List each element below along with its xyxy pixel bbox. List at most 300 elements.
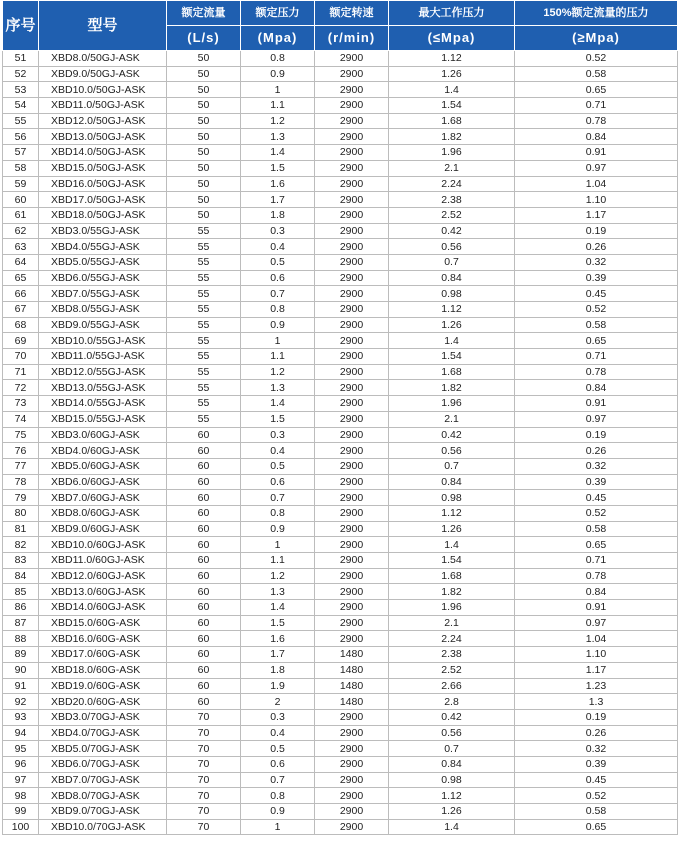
cell-flow: 55 <box>167 411 241 427</box>
cell-pressure: 0.3 <box>241 427 315 443</box>
cell-pressure: 0.7 <box>241 286 315 302</box>
cell-model: XBD4.0/55GJ-ASK <box>39 239 167 255</box>
cell-flow: 55 <box>167 396 241 412</box>
cell-flow: 60 <box>167 537 241 553</box>
cell-speed: 2900 <box>315 176 389 192</box>
cell-max-pressure: 1.82 <box>389 380 515 396</box>
cell-max-pressure: 0.42 <box>389 223 515 239</box>
cell-pressure: 0.4 <box>241 239 315 255</box>
cell-p150: 0.91 <box>515 145 678 161</box>
cell-speed: 2900 <box>315 427 389 443</box>
cell-flow: 55 <box>167 317 241 333</box>
cell-max-pressure: 0.7 <box>389 741 515 757</box>
table-row <box>3 600 678 616</box>
table-row <box>3 631 678 647</box>
cell-flow: 55 <box>167 333 241 349</box>
cell-p150: 0.65 <box>515 82 678 98</box>
cell-seq: 89 <box>3 647 39 663</box>
cell-max-pressure: 1.12 <box>389 505 515 521</box>
cell-model: XBD14.0/60GJ-ASK <box>39 600 167 616</box>
cell-pressure: 1.5 <box>241 615 315 631</box>
cell-pressure: 1.6 <box>241 176 315 192</box>
cell-pressure: 0.9 <box>241 521 315 537</box>
cell-max-pressure: 2.1 <box>389 615 515 631</box>
cell-pressure: 0.9 <box>241 317 315 333</box>
cell-flow: 50 <box>167 207 241 223</box>
cell-max-pressure: 0.56 <box>389 725 515 741</box>
cell-seq: 95 <box>3 741 39 757</box>
cell-flow: 70 <box>167 804 241 820</box>
cell-pressure: 1.1 <box>241 98 315 114</box>
table-row <box>3 66 678 82</box>
table-row <box>3 458 678 474</box>
cell-speed: 2900 <box>315 66 389 82</box>
cell-pressure: 1 <box>241 537 315 553</box>
cell-model: XBD18.0/60G-ASK <box>39 662 167 678</box>
table-row <box>3 302 678 318</box>
cell-pressure: 2 <box>241 694 315 710</box>
cell-p150: 0.71 <box>515 98 678 114</box>
cell-max-pressure: 1.26 <box>389 317 515 333</box>
cell-speed: 2900 <box>315 490 389 506</box>
cell-pressure: 1.9 <box>241 678 315 694</box>
cell-p150: 0.84 <box>515 380 678 396</box>
cell-max-pressure: 1.96 <box>389 145 515 161</box>
cell-p150: 0.78 <box>515 364 678 380</box>
table-row <box>3 819 678 835</box>
cell-flow: 55 <box>167 286 241 302</box>
cell-pressure: 1.4 <box>241 600 315 616</box>
cell-speed: 2900 <box>315 113 389 129</box>
cell-flow: 60 <box>167 568 241 584</box>
cell-seq: 80 <box>3 505 39 521</box>
cell-seq: 79 <box>3 490 39 506</box>
cell-speed: 2900 <box>315 474 389 490</box>
cell-max-pressure: 0.98 <box>389 772 515 788</box>
cell-seq: 58 <box>3 160 39 176</box>
cell-max-pressure: 0.84 <box>389 474 515 490</box>
cell-flow: 60 <box>167 600 241 616</box>
cell-pressure: 0.8 <box>241 788 315 804</box>
cell-seq: 51 <box>3 51 39 67</box>
cell-seq: 70 <box>3 349 39 365</box>
cell-p150: 0.26 <box>515 443 678 459</box>
cell-p150: 1.17 <box>515 207 678 223</box>
table-row <box>3 82 678 98</box>
cell-speed: 2900 <box>315 129 389 145</box>
cell-seq: 73 <box>3 396 39 412</box>
cell-max-pressure: 0.7 <box>389 458 515 474</box>
table-row <box>3 662 678 678</box>
cell-model: XBD9.0/60GJ-ASK <box>39 521 167 537</box>
cell-max-pressure: 0.42 <box>389 427 515 443</box>
header-max-pressure-unit: (≤Mpa) <box>389 26 515 51</box>
cell-seq: 55 <box>3 113 39 129</box>
cell-p150: 0.39 <box>515 270 678 286</box>
header-model: 型号 <box>39 1 167 51</box>
cell-p150: 0.39 <box>515 474 678 490</box>
table-row <box>3 584 678 600</box>
cell-speed: 2900 <box>315 223 389 239</box>
cell-p150: 0.97 <box>515 160 678 176</box>
cell-model: XBD10.0/60GJ-ASK <box>39 537 167 553</box>
cell-pressure: 1.5 <box>241 160 315 176</box>
cell-model: XBD8.0/55GJ-ASK <box>39 302 167 318</box>
cell-seq: 74 <box>3 411 39 427</box>
table-row <box>3 160 678 176</box>
cell-seq: 82 <box>3 537 39 553</box>
cell-model: XBD17.0/50GJ-ASK <box>39 192 167 208</box>
table-row <box>3 129 678 145</box>
cell-max-pressure: 1.26 <box>389 521 515 537</box>
cell-flow: 50 <box>167 192 241 208</box>
cell-pressure: 0.6 <box>241 756 315 772</box>
cell-p150: 0.58 <box>515 521 678 537</box>
cell-p150: 0.26 <box>515 725 678 741</box>
table-row <box>3 333 678 349</box>
cell-seq: 90 <box>3 662 39 678</box>
cell-pressure: 0.3 <box>241 709 315 725</box>
cell-pressure: 1.4 <box>241 396 315 412</box>
cell-speed: 2900 <box>315 411 389 427</box>
cell-max-pressure: 2.1 <box>389 411 515 427</box>
cell-speed: 2900 <box>315 82 389 98</box>
cell-p150: 0.19 <box>515 709 678 725</box>
cell-model: XBD10.0/70GJ-ASK <box>39 819 167 835</box>
cell-flow: 50 <box>167 145 241 161</box>
cell-flow: 60 <box>167 584 241 600</box>
cell-max-pressure: 0.98 <box>389 286 515 302</box>
cell-model: XBD7.0/55GJ-ASK <box>39 286 167 302</box>
cell-pressure: 0.7 <box>241 772 315 788</box>
cell-max-pressure: 1.68 <box>389 364 515 380</box>
cell-p150: 0.71 <box>515 349 678 365</box>
cell-seq: 81 <box>3 521 39 537</box>
cell-model: XBD3.0/70GJ-ASK <box>39 709 167 725</box>
table-row <box>3 286 678 302</box>
cell-pressure: 1.8 <box>241 662 315 678</box>
cell-p150: 0.65 <box>515 819 678 835</box>
cell-max-pressure: 1.54 <box>389 553 515 569</box>
cell-pressure: 1.2 <box>241 364 315 380</box>
cell-flow: 50 <box>167 66 241 82</box>
cell-max-pressure: 1.12 <box>389 788 515 804</box>
cell-pressure: 0.6 <box>241 270 315 286</box>
cell-seq: 67 <box>3 302 39 318</box>
cell-flow: 70 <box>167 772 241 788</box>
cell-seq: 93 <box>3 709 39 725</box>
cell-flow: 55 <box>167 223 241 239</box>
cell-flow: 50 <box>167 98 241 114</box>
cell-seq: 61 <box>3 207 39 223</box>
cell-max-pressure: 1.96 <box>389 396 515 412</box>
cell-pressure: 1.8 <box>241 207 315 223</box>
cell-pressure: 0.4 <box>241 443 315 459</box>
cell-model: XBD4.0/70GJ-ASK <box>39 725 167 741</box>
table-row <box>3 505 678 521</box>
cell-max-pressure: 0.84 <box>389 756 515 772</box>
cell-seq: 65 <box>3 270 39 286</box>
cell-speed: 2900 <box>315 396 389 412</box>
header-flow-unit: (L/s) <box>167 26 241 51</box>
table-row <box>3 443 678 459</box>
pump-spec-table <box>2 0 678 835</box>
cell-speed: 2900 <box>315 349 389 365</box>
cell-speed: 2900 <box>315 98 389 114</box>
table-row <box>3 568 678 584</box>
cell-model: XBD17.0/60G-ASK <box>39 647 167 663</box>
cell-speed: 2900 <box>315 615 389 631</box>
cell-seq: 53 <box>3 82 39 98</box>
cell-p150: 0.58 <box>515 317 678 333</box>
cell-flow: 60 <box>167 427 241 443</box>
cell-speed: 2900 <box>315 505 389 521</box>
header-row-titles <box>3 1 678 26</box>
cell-flow: 50 <box>167 160 241 176</box>
cell-max-pressure: 2.66 <box>389 678 515 694</box>
header-speed: 额定转速 <box>315 1 389 26</box>
cell-flow: 60 <box>167 615 241 631</box>
cell-model: XBD10.0/50GJ-ASK <box>39 82 167 98</box>
cell-max-pressure: 1.54 <box>389 349 515 365</box>
cell-seq: 98 <box>3 788 39 804</box>
cell-speed: 2900 <box>315 553 389 569</box>
header-pressure-unit: (Mpa) <box>241 26 315 51</box>
cell-speed: 2900 <box>315 192 389 208</box>
cell-model: XBD9.0/55GJ-ASK <box>39 317 167 333</box>
cell-p150: 0.91 <box>515 396 678 412</box>
cell-seq: 76 <box>3 443 39 459</box>
cell-flow: 50 <box>167 51 241 67</box>
cell-pressure: 0.6 <box>241 474 315 490</box>
cell-flow: 55 <box>167 239 241 255</box>
header-flow: 额定流量 <box>167 1 241 26</box>
table-row <box>3 176 678 192</box>
cell-speed: 2900 <box>315 145 389 161</box>
cell-p150: 0.58 <box>515 804 678 820</box>
cell-flow: 70 <box>167 741 241 757</box>
cell-model: XBD16.0/60G-ASK <box>39 631 167 647</box>
table-row <box>3 694 678 710</box>
cell-flow: 60 <box>167 647 241 663</box>
cell-max-pressure: 1.26 <box>389 804 515 820</box>
cell-p150: 0.65 <box>515 537 678 553</box>
cell-speed: 2900 <box>315 239 389 255</box>
cell-flow: 55 <box>167 254 241 270</box>
cell-p150: 1.10 <box>515 192 678 208</box>
cell-seq: 52 <box>3 66 39 82</box>
table-row <box>3 411 678 427</box>
cell-seq: 88 <box>3 631 39 647</box>
cell-flow: 70 <box>167 709 241 725</box>
cell-model: XBD11.0/55GJ-ASK <box>39 349 167 365</box>
cell-pressure: 0.7 <box>241 490 315 506</box>
cell-pressure: 1.4 <box>241 145 315 161</box>
cell-model: XBD8.0/50GJ-ASK <box>39 51 167 67</box>
cell-seq: 71 <box>3 364 39 380</box>
cell-max-pressure: 0.98 <box>389 490 515 506</box>
cell-speed: 2900 <box>315 600 389 616</box>
cell-seq: 54 <box>3 98 39 114</box>
cell-speed: 2900 <box>315 772 389 788</box>
cell-seq: 85 <box>3 584 39 600</box>
cell-seq: 96 <box>3 756 39 772</box>
table-row <box>3 223 678 239</box>
cell-speed: 2900 <box>315 537 389 553</box>
cell-speed: 2900 <box>315 286 389 302</box>
cell-p150: 0.78 <box>515 568 678 584</box>
cell-flow: 60 <box>167 678 241 694</box>
cell-model: XBD14.0/50GJ-ASK <box>39 145 167 161</box>
cell-max-pressure: 1.54 <box>389 98 515 114</box>
cell-pressure: 1 <box>241 82 315 98</box>
cell-flow: 50 <box>167 176 241 192</box>
cell-max-pressure: 1.4 <box>389 537 515 553</box>
cell-flow: 60 <box>167 694 241 710</box>
cell-speed: 2900 <box>315 302 389 318</box>
cell-model: XBD5.0/55GJ-ASK <box>39 254 167 270</box>
cell-max-pressure: 0.56 <box>389 443 515 459</box>
cell-seq: 64 <box>3 254 39 270</box>
cell-model: XBD6.0/55GJ-ASK <box>39 270 167 286</box>
cell-seq: 56 <box>3 129 39 145</box>
cell-pressure: 0.5 <box>241 741 315 757</box>
cell-model: XBD15.0/55GJ-ASK <box>39 411 167 427</box>
cell-p150: 0.32 <box>515 254 678 270</box>
cell-p150: 0.97 <box>515 411 678 427</box>
cell-flow: 60 <box>167 474 241 490</box>
cell-speed: 2900 <box>315 254 389 270</box>
cell-p150: 0.71 <box>515 553 678 569</box>
table-row <box>3 678 678 694</box>
cell-p150: 1.04 <box>515 631 678 647</box>
cell-speed: 1480 <box>315 694 389 710</box>
cell-p150: 0.45 <box>515 490 678 506</box>
cell-speed: 1480 <box>315 647 389 663</box>
cell-max-pressure: 2.52 <box>389 207 515 223</box>
cell-model: XBD5.0/60GJ-ASK <box>39 458 167 474</box>
cell-model: XBD13.0/55GJ-ASK <box>39 380 167 396</box>
cell-p150: 0.19 <box>515 427 678 443</box>
cell-max-pressure: 1.12 <box>389 51 515 67</box>
cell-pressure: 0.9 <box>241 66 315 82</box>
table-row <box>3 317 678 333</box>
cell-p150: 0.32 <box>515 458 678 474</box>
table-row <box>3 207 678 223</box>
cell-speed: 2900 <box>315 804 389 820</box>
cell-p150: 0.52 <box>515 505 678 521</box>
cell-pressure: 1.2 <box>241 568 315 584</box>
table-row <box>3 349 678 365</box>
cell-model: XBD12.0/60GJ-ASK <box>39 568 167 584</box>
cell-seq: 77 <box>3 458 39 474</box>
cell-flow: 70 <box>167 725 241 741</box>
cell-seq: 91 <box>3 678 39 694</box>
cell-model: XBD6.0/70GJ-ASK <box>39 756 167 772</box>
cell-model: XBD18.0/50GJ-ASK <box>39 207 167 223</box>
table-row <box>3 254 678 270</box>
cell-seq: 59 <box>3 176 39 192</box>
cell-flow: 60 <box>167 631 241 647</box>
cell-speed: 1480 <box>315 678 389 694</box>
table-row <box>3 772 678 788</box>
cell-flow: 70 <box>167 756 241 772</box>
header-p150-unit: (≥Mpa) <box>515 26 678 51</box>
cell-speed: 1480 <box>315 662 389 678</box>
cell-model: XBD20.0/60G-ASK <box>39 694 167 710</box>
table-row <box>3 427 678 443</box>
table-row <box>3 615 678 631</box>
cell-pressure: 0.8 <box>241 505 315 521</box>
cell-model: XBD8.0/70GJ-ASK <box>39 788 167 804</box>
table-row <box>3 270 678 286</box>
cell-flow: 50 <box>167 129 241 145</box>
table-row <box>3 553 678 569</box>
cell-max-pressure: 2.8 <box>389 694 515 710</box>
cell-max-pressure: 1.4 <box>389 82 515 98</box>
cell-flow: 60 <box>167 521 241 537</box>
cell-pressure: 1.3 <box>241 129 315 145</box>
cell-model: XBD8.0/60GJ-ASK <box>39 505 167 521</box>
cell-p150: 0.84 <box>515 584 678 600</box>
cell-max-pressure: 0.7 <box>389 254 515 270</box>
cell-max-pressure: 1.4 <box>389 333 515 349</box>
cell-speed: 2900 <box>315 458 389 474</box>
cell-speed: 2900 <box>315 584 389 600</box>
cell-model: XBD7.0/60GJ-ASK <box>39 490 167 506</box>
cell-model: XBD11.0/60GJ-ASK <box>39 553 167 569</box>
cell-seq: 68 <box>3 317 39 333</box>
cell-seq: 69 <box>3 333 39 349</box>
cell-max-pressure: 1.12 <box>389 302 515 318</box>
cell-max-pressure: 1.68 <box>389 568 515 584</box>
cell-seq: 75 <box>3 427 39 443</box>
cell-p150: 0.65 <box>515 333 678 349</box>
table-row <box>3 145 678 161</box>
cell-model: XBD14.0/55GJ-ASK <box>39 396 167 412</box>
cell-model: XBD16.0/50GJ-ASK <box>39 176 167 192</box>
cell-seq: 72 <box>3 380 39 396</box>
cell-p150: 1.04 <box>515 176 678 192</box>
table-row <box>3 364 678 380</box>
cell-speed: 2900 <box>315 819 389 835</box>
cell-model: XBD6.0/60GJ-ASK <box>39 474 167 490</box>
cell-p150: 0.78 <box>515 113 678 129</box>
cell-max-pressure: 1.68 <box>389 113 515 129</box>
cell-max-pressure: 1.82 <box>389 584 515 600</box>
cell-speed: 2900 <box>315 51 389 67</box>
cell-seq: 63 <box>3 239 39 255</box>
cell-speed: 2900 <box>315 270 389 286</box>
cell-p150: 1.23 <box>515 678 678 694</box>
cell-model: XBD10.0/55GJ-ASK <box>39 333 167 349</box>
header-seq: 序号 <box>3 1 39 51</box>
cell-flow: 55 <box>167 270 241 286</box>
cell-seq: 87 <box>3 615 39 631</box>
cell-pressure: 0.5 <box>241 254 315 270</box>
table-row <box>3 192 678 208</box>
cell-pressure: 1.5 <box>241 411 315 427</box>
cell-seq: 83 <box>3 553 39 569</box>
cell-model: XBD9.0/50GJ-ASK <box>39 66 167 82</box>
cell-pressure: 1 <box>241 819 315 835</box>
cell-seq: 100 <box>3 819 39 835</box>
cell-seq: 84 <box>3 568 39 584</box>
table-row <box>3 490 678 506</box>
cell-p150: 0.58 <box>515 66 678 82</box>
cell-pressure: 1.3 <box>241 380 315 396</box>
cell-pressure: 1 <box>241 333 315 349</box>
